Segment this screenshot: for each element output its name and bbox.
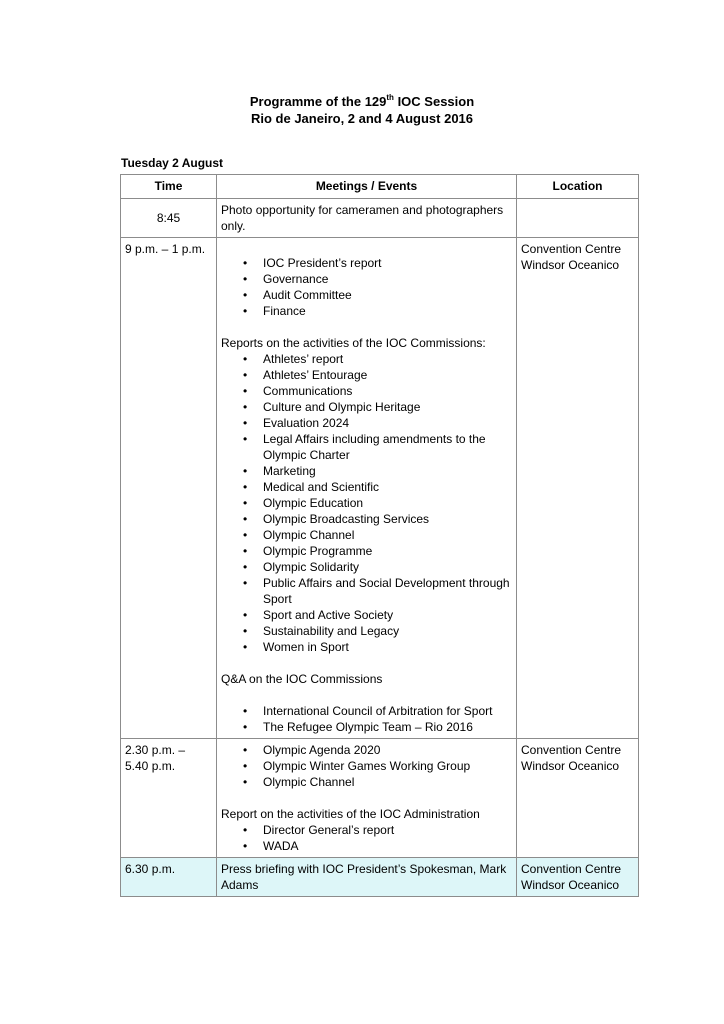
title-main: Programme of the 129 xyxy=(249,94,387,109)
list-item: • Audit Committee xyxy=(263,287,512,303)
list-item: • Communications xyxy=(263,383,512,399)
location-line: Convention Centre xyxy=(521,862,622,876)
time-cell: 6.30 p.m. xyxy=(121,858,217,897)
document-subtitle: Rio de Janeiro, 2 and 4 August 2016 xyxy=(250,111,474,126)
table-row xyxy=(121,739,639,858)
location-cell xyxy=(517,858,639,897)
list-item: • Olympic Channel xyxy=(263,774,512,790)
list-item: • Olympic Programme xyxy=(263,543,512,559)
list-item: • The Refugee Olympic Team – Rio 2016 xyxy=(263,719,512,735)
list-item: • Evaluation 2024 xyxy=(263,415,512,431)
table-row xyxy=(121,858,639,897)
list-item: • Olympic Channel xyxy=(263,527,512,543)
president-report-list xyxy=(221,255,512,319)
table-header-row xyxy=(121,175,639,199)
time-line: 2.30 p.m. – xyxy=(125,743,186,757)
event-cell: Press briefing with IOC President’s Spokesman, Mark Adams xyxy=(217,858,517,897)
table-row xyxy=(121,199,639,238)
list-item: • Governance xyxy=(263,271,512,287)
event-cell: Photo opportunity for cameramen and photographers only. xyxy=(217,199,517,238)
time-cell: 8:45 xyxy=(121,199,217,238)
event-cell xyxy=(217,739,517,858)
time-line: 5.40 p.m. xyxy=(125,759,176,773)
commission-list xyxy=(221,351,512,655)
list-item: • Olympic Agenda 2020 xyxy=(263,742,512,758)
day-heading: Tuesday 2 August xyxy=(121,156,224,170)
location-cell xyxy=(517,199,639,238)
list-item: • Medical and Scientific xyxy=(263,479,512,495)
list-item: • Olympic Solidarity xyxy=(263,559,512,575)
location-cell xyxy=(517,238,639,739)
programme-table xyxy=(120,174,639,897)
title-session: IOC Session xyxy=(393,94,475,109)
table-row xyxy=(121,238,639,739)
location-line: Convention Centre xyxy=(521,242,622,256)
time-cell: 9 p.m. – 1 p.m. xyxy=(121,238,217,739)
location-cell xyxy=(517,739,639,858)
list-item: • IOC President’s report xyxy=(263,255,512,271)
location-line: Windsor Oceanico xyxy=(521,878,620,892)
admin-list xyxy=(221,822,512,854)
location-line: Windsor Oceanico xyxy=(521,258,620,272)
commissions-intro: Reports on the activities of the IOC Commissions: xyxy=(221,336,486,350)
list-item: • Olympic Winter Games Working Group xyxy=(263,758,512,774)
header-meetings: Meetings / Events xyxy=(217,175,517,199)
location-line: Convention Centre xyxy=(521,743,622,757)
header-location: Location xyxy=(517,175,639,199)
list-item: • Sport and Active Society xyxy=(263,607,512,623)
list-item: • Finance xyxy=(263,303,512,319)
time-cell xyxy=(121,739,217,858)
admin-intro: Report on the activities of the IOC Administration xyxy=(221,807,480,821)
list-item: • Athletes’ report xyxy=(263,351,512,367)
qa-list xyxy=(221,703,512,735)
location-line: Windsor Oceanico xyxy=(521,759,620,773)
list-item: • Olympic Broadcasting Services xyxy=(263,511,512,527)
list-item: • Olympic Education xyxy=(263,495,512,511)
list-item: • Public Affairs and Social Development through Sport xyxy=(263,575,512,607)
list-item: • Legal Affairs including amendments to the Olympic Charter xyxy=(263,431,512,463)
list-item: • Athletes’ Entourage xyxy=(263,367,512,383)
agenda-list xyxy=(221,742,512,790)
list-item: • Culture and Olympic Heritage xyxy=(263,399,512,415)
header-time: Time xyxy=(121,175,217,199)
qa-intro: Q&A on the IOC Commissions xyxy=(221,672,383,686)
document-title xyxy=(0,93,724,110)
event-cell xyxy=(217,238,517,739)
list-item: • Director General’s report xyxy=(263,822,512,838)
list-item: • Marketing xyxy=(263,463,512,479)
list-item: • International Council of Arbitration for Sport xyxy=(263,703,512,719)
list-item: • Sustainability and Legacy xyxy=(263,623,512,639)
list-item: • Women in Sport xyxy=(263,639,512,655)
title-ordinal-suffix: th xyxy=(386,92,394,102)
list-item: • WADA xyxy=(263,838,512,854)
